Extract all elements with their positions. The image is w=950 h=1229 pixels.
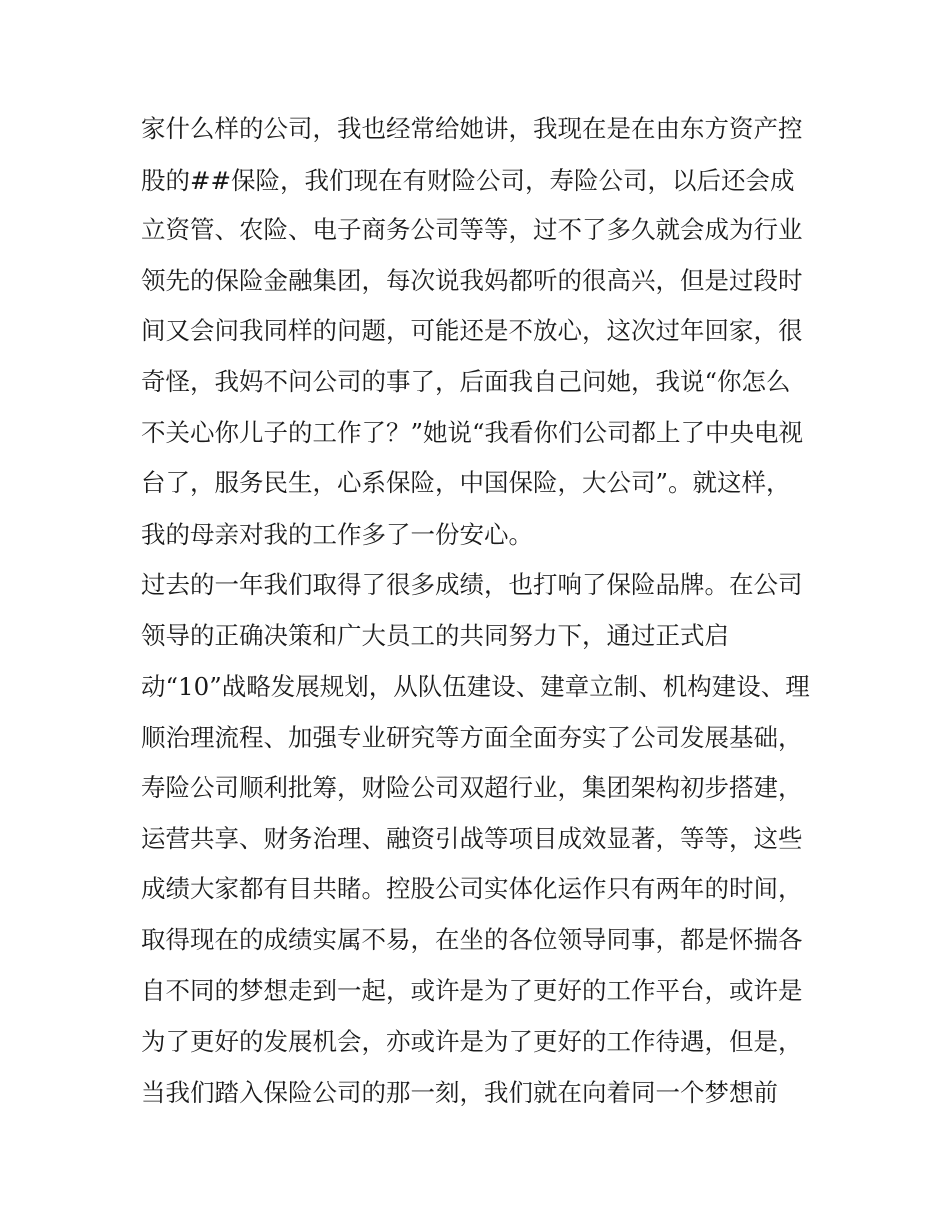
text-line: 家什么样的公司，我也经常给她讲，我现在是在由东方资产控 <box>141 114 803 143</box>
text-line: 当我们踏入保险公司的那一刻，我们就在向着同一个梦想前 <box>141 1078 778 1107</box>
text-line: 过去的一年我们取得了很多成绩，也打响了保险品牌。在公司 <box>141 570 803 599</box>
text-line: 顺治理流程、加强专业研究等方面全面夯实了公司发展基础， <box>141 723 803 752</box>
text-line: 寿险公司顺利批筹，财险公司双超行业，集团架构初步搭建， <box>141 773 803 802</box>
text-line: 领导的正确决策和广大员工的共同努力下，通过正式启 <box>141 621 729 650</box>
text-line: 领先的保险金融集团，每次说我妈都听的很高兴，但是过段时 <box>141 266 803 295</box>
text-line: 我的母亲对我的工作多了一份安心。 <box>141 520 533 549</box>
text-line: 奇怪，我妈不问公司的事了，后面我自己问她，我说“你怎么 <box>141 367 791 396</box>
text-line: 成绩大家都有目共睹。控股公司实体化运作只有两年的时间， <box>141 874 803 903</box>
text-line: 间又会问我同样的问题，可能还是不放心，这次过年回家，很 <box>141 316 803 345</box>
text-line: 股的##保险，我们现在有财险公司，寿险公司，以后还会成 <box>141 166 795 195</box>
text-line: 为了更好的发展机会，亦或许是为了更好的工作待遇，但是， <box>141 1027 803 1056</box>
text-line: 不关心你儿子的工作了？”她说“我看你们公司都上了中央电视 <box>141 418 804 447</box>
text-line: 立资管、农险、电子商务公司等等，过不了多久就会成为行业 <box>141 215 803 244</box>
text-line: 取得现在的成绩实属不易，在坐的各位领导同事，都是怀揣各 <box>141 925 803 954</box>
text-line: 动“10”战略发展规划，从队伍建设、建章立制、机构建设、理 <box>141 672 810 701</box>
text-line: 台了，服务民生，心系保险，中国保险，大公司”。就这样， <box>141 468 791 497</box>
text-line: 自不同的梦想走到一起，或许是为了更好的工作平台，或许是 <box>141 976 803 1005</box>
text-line: 运营共享、财务治理、融资引战等项目成效显著，等等，这些 <box>141 824 803 853</box>
